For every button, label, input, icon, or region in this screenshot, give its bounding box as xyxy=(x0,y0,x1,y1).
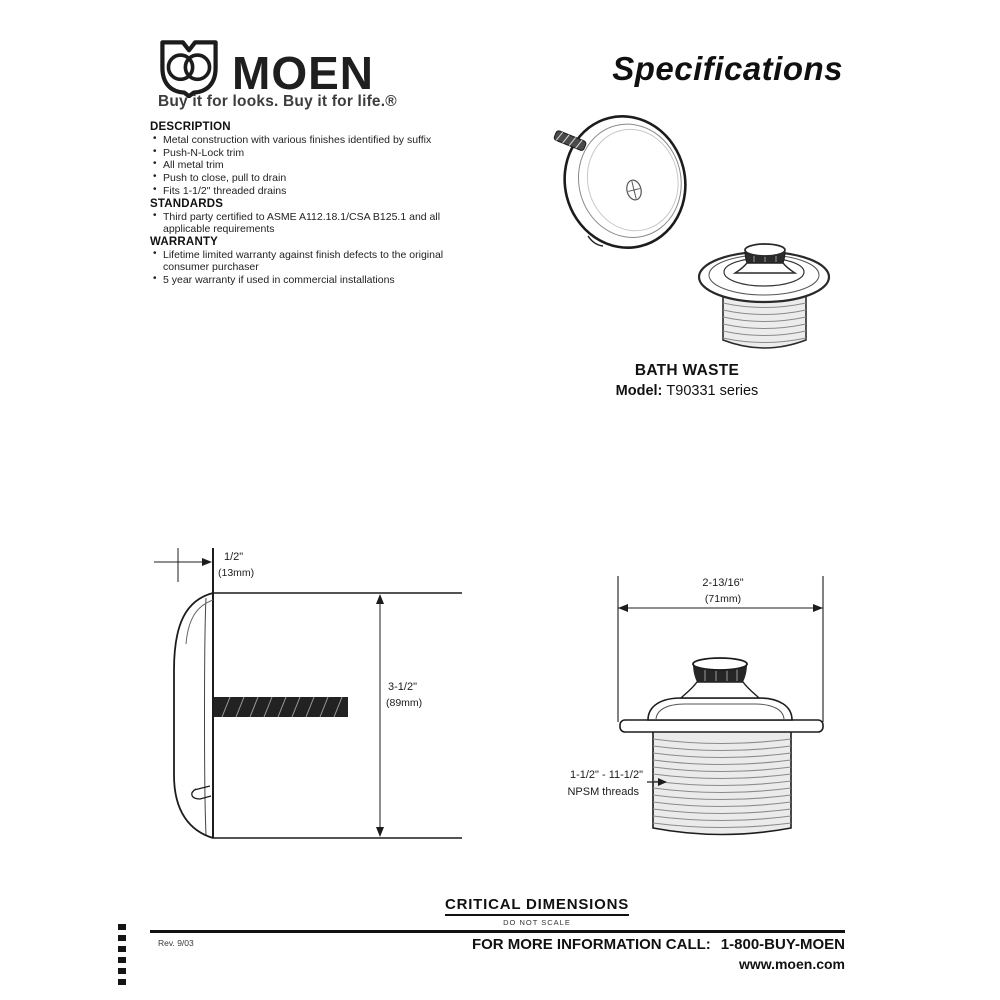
product-info-column xyxy=(150,121,474,287)
moen-crest-logo-icon xyxy=(158,40,220,98)
dim-width-label: 2-13/16" xyxy=(702,577,744,589)
standards-heading: STANDARDS xyxy=(150,197,224,210)
thread-callout-line1: 1-1/2" - 11-1/2" xyxy=(569,769,643,781)
side-view-dimension-drawing xyxy=(150,540,480,850)
dim-height-mm-label: (89mm) xyxy=(386,697,423,709)
list-item: • 5 year warranty if used in commercial installations xyxy=(163,274,474,286)
list-item: • Third party certified to ASME A112.18.1/CSA B125.1 and all applicable requirements xyxy=(163,211,474,235)
standards-list xyxy=(150,211,474,235)
description-heading: DESCRIPTION xyxy=(150,121,231,133)
overflow-cover-drawing xyxy=(550,110,850,258)
product-caption xyxy=(582,362,792,399)
thread-callout-line2: NPSM threads xyxy=(567,786,639,798)
model-label: Model: xyxy=(615,383,663,399)
brand-tagline: Buy it for looks. Buy it for life.® xyxy=(158,93,397,110)
product-name: BATH WASTE xyxy=(634,362,740,379)
list-item: • Lifetime limited warranty against finish defects to the original consumer purchaser xyxy=(163,249,474,273)
dim-width-label: 1/2" xyxy=(224,551,244,563)
contact-line xyxy=(385,936,845,953)
threaded-rod xyxy=(214,697,348,717)
critical-dimensions-heading: CRITICAL DIMENSIONS xyxy=(445,896,629,916)
do-not-scale-note: DO NOT SCALE xyxy=(503,918,571,927)
website-label: www.moen.com xyxy=(738,956,845,972)
warranty-list xyxy=(150,249,474,286)
description-list xyxy=(150,134,474,197)
dim-width-mm-label: (13mm) xyxy=(218,567,255,579)
warranty-heading: WARRANTY xyxy=(150,235,219,248)
contact-label: FOR MORE INFORMATION CALL: xyxy=(471,936,711,953)
footer-divider xyxy=(150,930,845,933)
critical-dimensions-block xyxy=(347,896,727,927)
list-item: • Fits 1-1/2" threaded drains xyxy=(163,185,474,197)
spine-print-code xyxy=(118,924,126,988)
brand-wordmark: MOEN xyxy=(232,47,374,99)
page-title: Specifications xyxy=(612,50,843,87)
dim-height-label: 3-1/2" xyxy=(388,681,417,693)
dim-width-mm-label: (71mm) xyxy=(704,593,742,605)
list-item: • All metal trim xyxy=(163,159,474,171)
revision-label: Rev. 9/03 xyxy=(158,938,194,948)
list-item: • Push to close, pull to drain xyxy=(163,172,474,184)
front-view-dimension-drawing xyxy=(535,560,880,850)
list-item: • Push-N-Lock trim xyxy=(163,147,474,159)
list-item: • Metal construction with various finishes identified by suffix xyxy=(163,134,474,146)
model-value: T90331 series xyxy=(666,383,759,399)
drain-stopper-drawing xyxy=(690,237,835,362)
product-model xyxy=(582,383,792,399)
contact-phone: 1-800-BUY-MOEN xyxy=(720,936,845,953)
